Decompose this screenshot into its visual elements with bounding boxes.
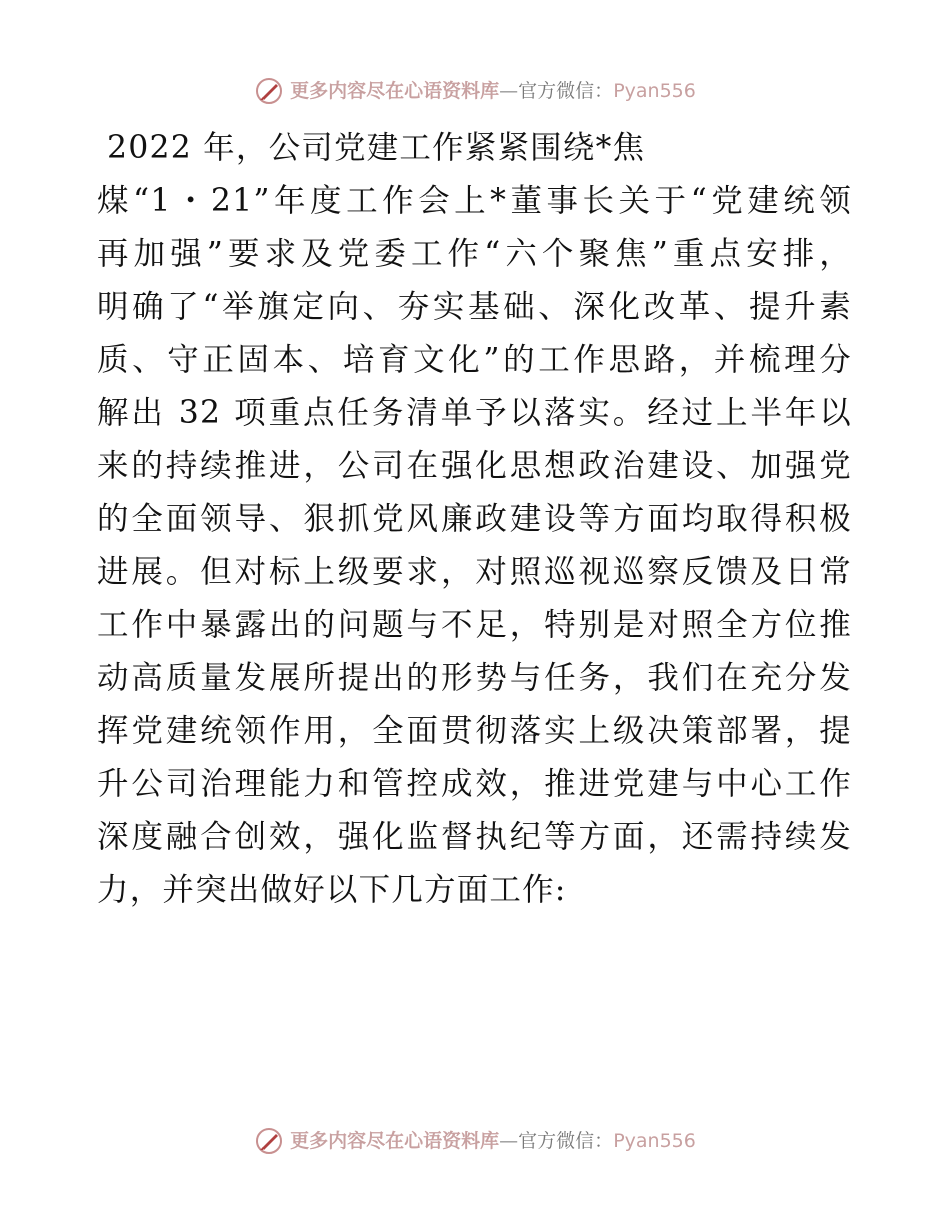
- header-watermark: [0, 76, 950, 106]
- watermark-wechat-id: Pyan556: [613, 80, 696, 102]
- text-line: 质、守正固本、培育文化”的工作思路，并梳理分: [97, 342, 852, 378]
- watermark-wechat-id: Pyan556: [613, 1130, 696, 1152]
- watermark-official-label: 官方微信：: [518, 80, 614, 102]
- text-line: 工作中暴露出的问题与不足，特别是对照全方位推: [97, 607, 852, 643]
- text-line: 进展。但对标上级要求，对照巡视巡察反馈及日常: [97, 554, 852, 590]
- document-body: [97, 122, 852, 917]
- quill-pen-logo-icon: [254, 1126, 284, 1156]
- text-line: 煤“1・21”年度工作会上*董事长关于“党建统领: [97, 183, 852, 219]
- text-line: 深度融合创效，强化监督执纪等方面，还需持续发: [97, 819, 852, 855]
- watermark-text: [290, 1128, 696, 1154]
- body-paragraph: [97, 122, 852, 917]
- text-line: 明确了“举旗定向、夯实基础、深化改革、提升素: [97, 289, 852, 325]
- text-line: 解出 32 项重点任务清单予以落实。经过上半年以: [97, 395, 852, 431]
- text-line: 的全面领导、狠抓党风廉政建设等方面均取得积极: [97, 501, 852, 537]
- footer-watermark: [0, 1126, 950, 1156]
- watermark-text: [290, 78, 696, 104]
- text-line: 2022 年，公司党建工作紧紧围绕*焦: [107, 130, 646, 166]
- text-line: 再加强”要求及党委工作“六个聚焦”重点安排，: [97, 236, 852, 272]
- text-line: 来的持续推进，公司在强化思想政治建设、加强党: [97, 448, 852, 484]
- text-line: 动高质量发展所提出的形势与任务，我们在充分发: [97, 660, 852, 696]
- watermark-dash: —: [499, 1130, 519, 1152]
- watermark-dash: —: [499, 80, 519, 102]
- text-line: 升公司治理能力和管控成效，推进党建与中心工作: [97, 766, 852, 802]
- quill-pen-logo-icon: [254, 76, 284, 106]
- text-line: 挥党建统领作用，全面贯彻落实上级决策部署，提: [97, 713, 852, 749]
- watermark-brand: 更多内容尽在心语资料库: [290, 1130, 500, 1152]
- text-line: 力，并突出做好以下几方面工作:: [97, 872, 567, 908]
- watermark-brand: 更多内容尽在心语资料库: [290, 80, 500, 102]
- watermark-official-label: 官方微信：: [518, 1130, 614, 1152]
